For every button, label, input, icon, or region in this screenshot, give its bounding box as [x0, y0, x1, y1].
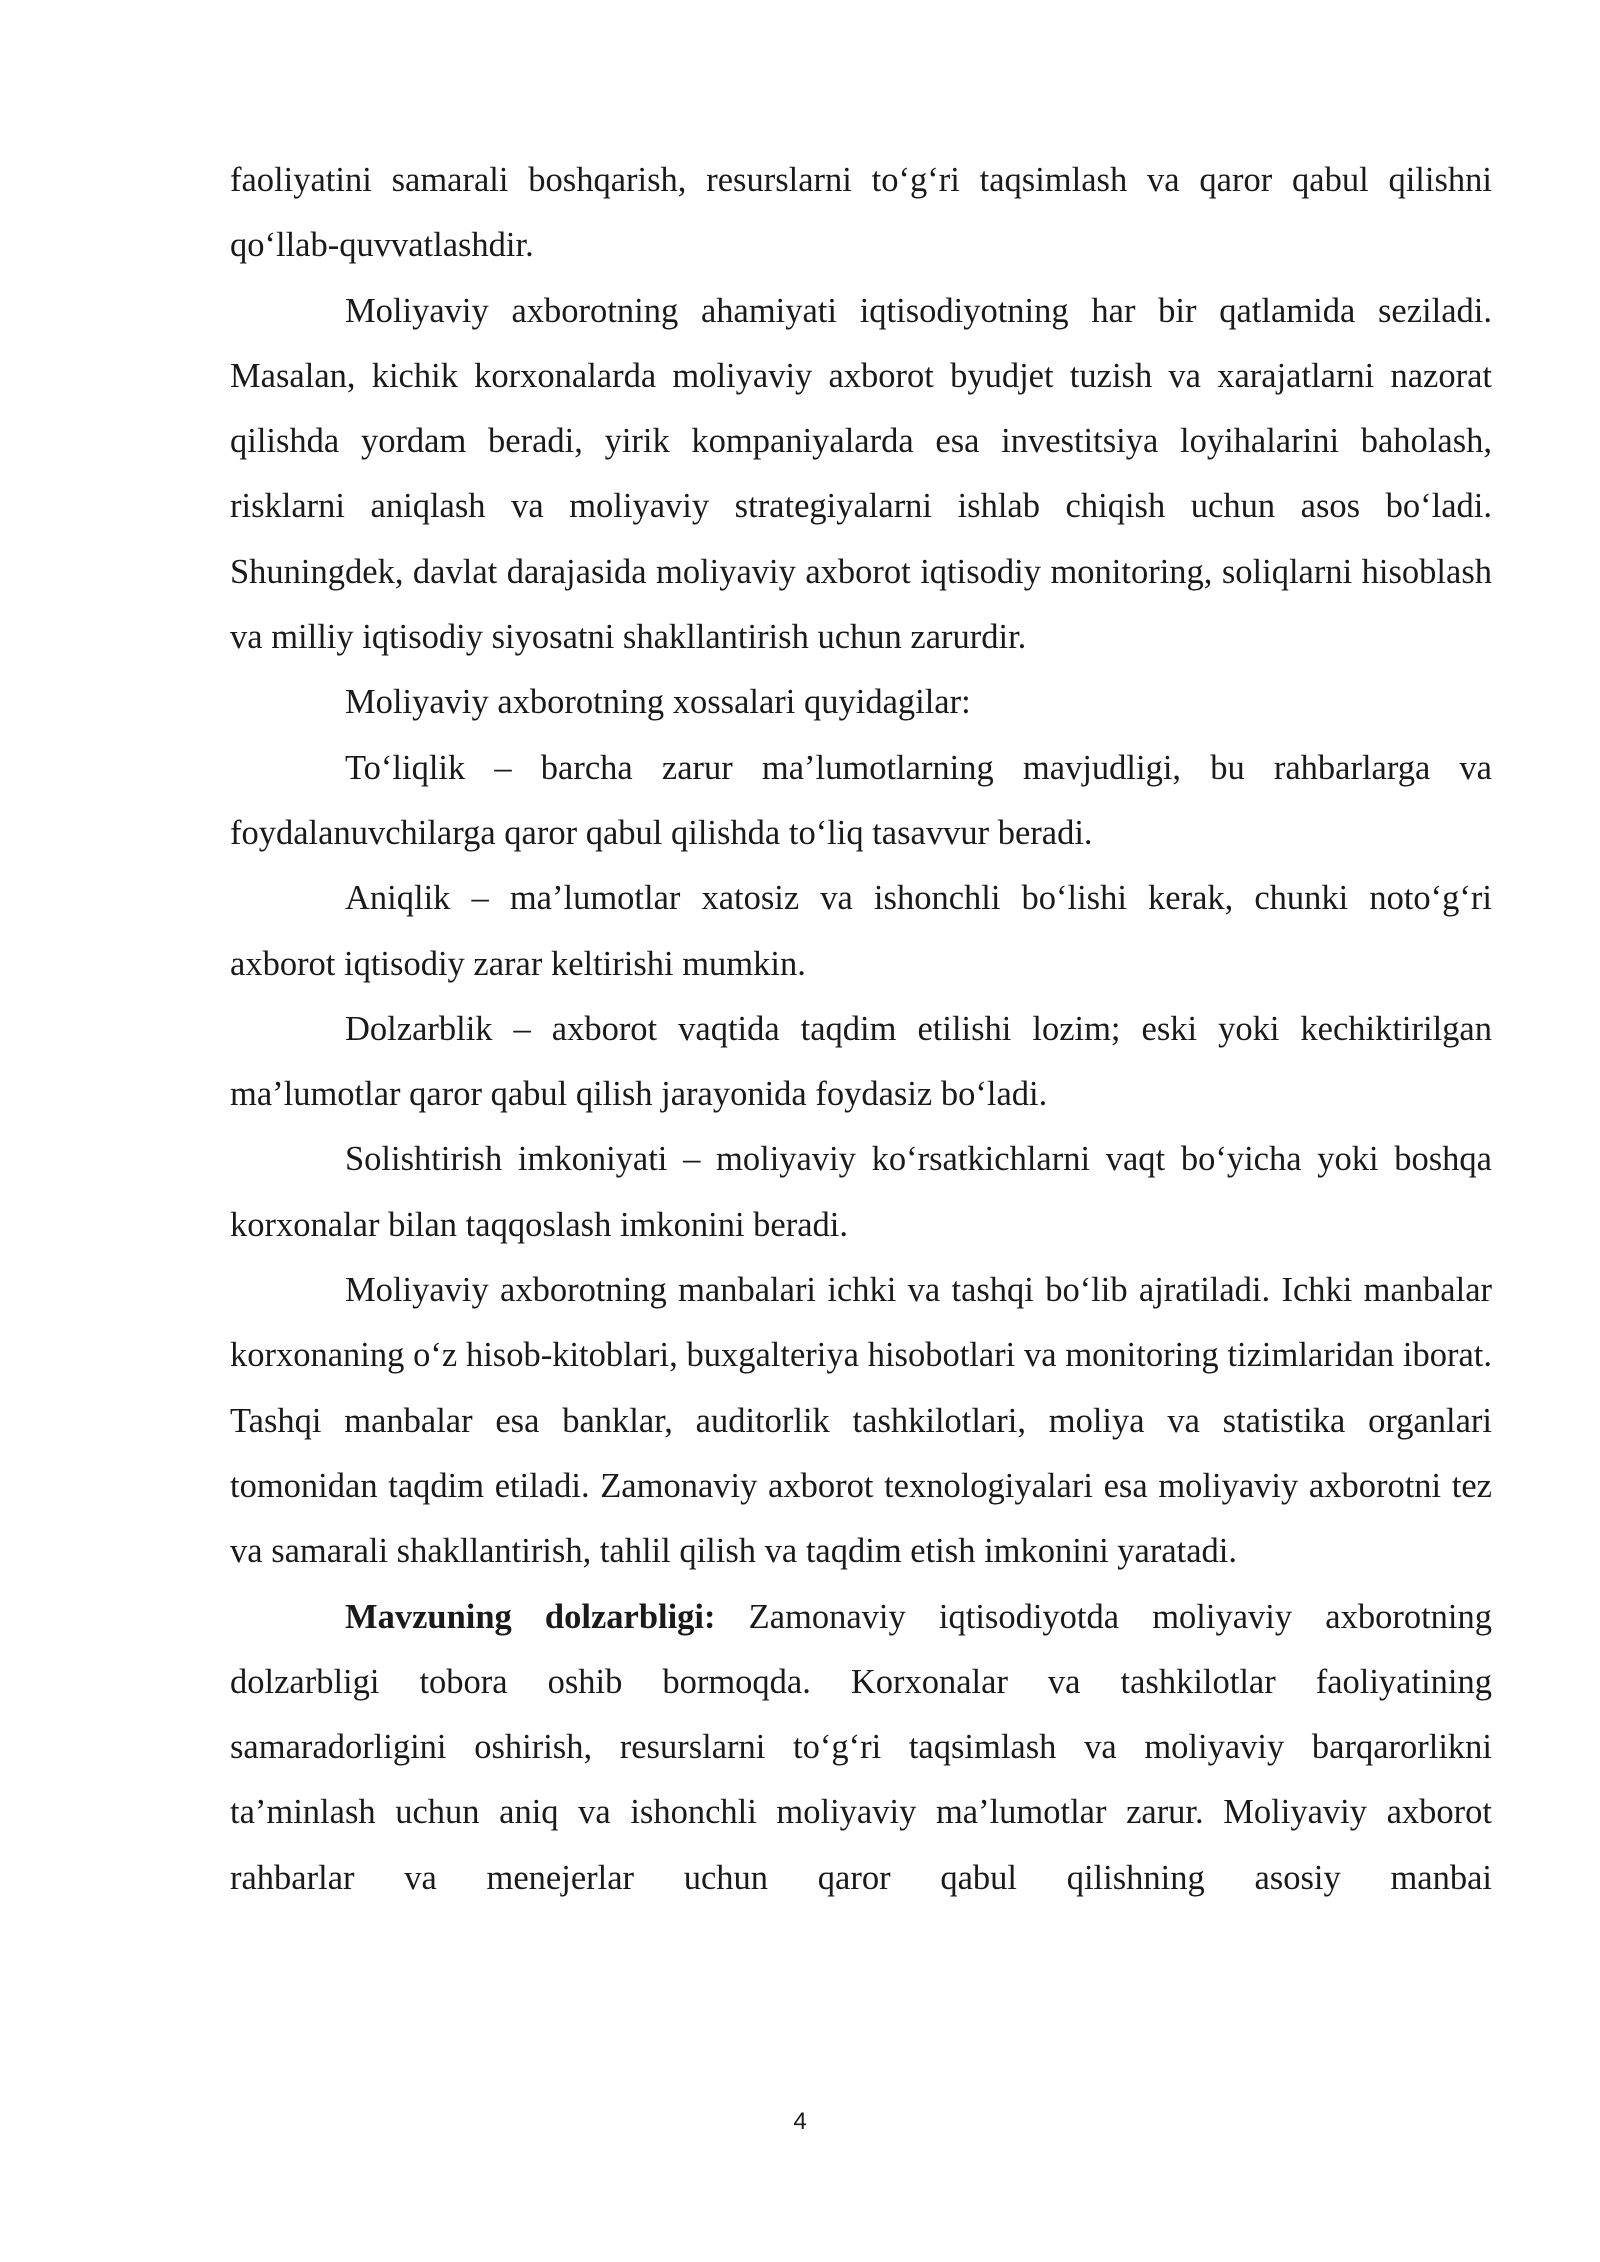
document-body	[230, 148, 1492, 1911]
topic-relevance-heading: Mavzuning dolzarbligi:	[345, 1597, 716, 1636]
paragraph-completeness: To‘liqlik – barcha zarur ma’lumotlarning mavjudligi, bu rahbarlarga va foydalanuvchilarga qaror qabul qilishda to‘liq tasavvur beradi.	[230, 748, 1492, 852]
paragraph-relevance-property: Dolzarblik – axborot vaqtida taqdim etilishi lozim; eski yoki kechiktirilgan ma’lumotlar qaror qabul qilish jarayonida foydasiz bo‘ladi.	[230, 1009, 1492, 1114]
page-number: 4	[793, 2108, 807, 2135]
paragraph-accuracy: Aniqlik – ma’lumotlar xatosiz va ishonchli bo‘lishi kerak, chunki noto‘g‘ri axborot iqtisodiy zarar keltirishi mumkin.	[230, 879, 1492, 983]
paragraph-properties-intro: Moliyaviy axborotning xossalari quyidagilar:	[345, 683, 971, 722]
paragraph-continuation: faoliyatini samarali boshqarish, resurslarni to‘g‘ri taqsimlash va qaror qabul qilishni qo‘llab-quvvatlashdir.	[230, 161, 1492, 265]
paragraph-topic-relevance	[230, 1585, 1492, 1911]
topic-relevance-text: Zamonaviy iqtisodiyotda moliyaviy axborotning dolzarbligi tobora oshib bormoqda. Korxonalar va tashkilotlar faoliyatining samaradorligini oshirish, resurslarni to‘g‘ri taqsimlash va moliyaviy barqarorlikni ta’minlash uchun aniq va ishonchli moliyaviy ma’lumotlar zarur. Moliyaviy axborot rahbarlar va menejerlar uchun qaror qabul qilishning asosiy manbai	[230, 1597, 1492, 1897]
paragraph-sources: Moliyaviy axborotning manbalari ichki va tashqi bo‘lib ajratiladi. Ichki manbalar korxonaning o‘z hisob-kitoblari, buxgalteriya hisobotlari va monitoring tizimlaridan iborat. Tashqi manbalar esa banklar, auditorlik tashkilotlari, moliya va statistika organlari tomonidan taqdim etiladi. Zamonaviy axborot texnologiyalari esa moliyaviy axborotni tez va samarali shakllantirish, tahlil qilish va taqdim etish imkonini yaratadi.	[230, 1271, 1492, 1571]
paragraph-comparability: Solishtirish imkoniyati – moliyaviy ko‘rsatkichlarni vaqt bo‘yicha yoki boshqa korxonalar bilan taqqoslash imkonini beradi.	[230, 1140, 1492, 1244]
paragraph-importance: Moliyaviy axborotning ahamiyati iqtisodiyotning har bir qatlamida seziladi. Masalan, kichik korxonalarda moliyaviy axborot byudjet tuzish va xarajatlarni nazorat qilishda yordam beradi, yirik kompaniyalarda esa investitsiya loyihalarini baholash, risklarni aniqlash va moliyaviy strategiyalarni ishlab chiqish uchun asos bo‘ladi. Shuningdek, davlat darajasida moliyaviy axborot iqtisodiy monitoring, soliqlarni hisoblash va milliy iqtisodiy siyosatni shakllantirish uchun zarurdir.	[230, 291, 1492, 657]
